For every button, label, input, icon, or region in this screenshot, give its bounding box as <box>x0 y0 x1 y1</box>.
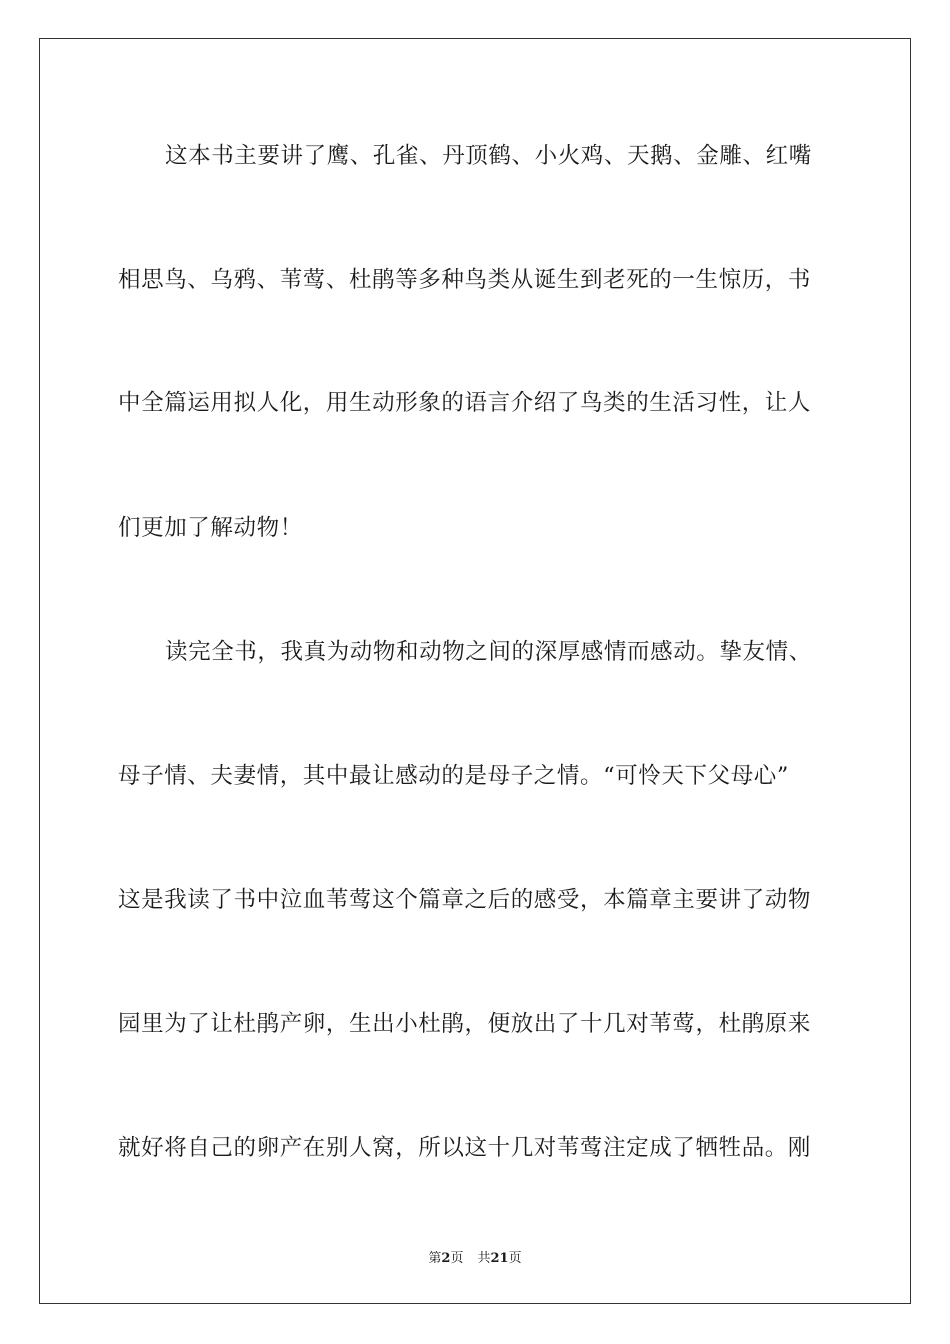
page-prefix: 第 <box>428 1251 442 1266</box>
total-pages: 21 <box>490 1251 509 1266</box>
page-footer <box>0 1247 950 1266</box>
paragraph-2-line-1: 读完全书，我真为动物和动物之间的深厚感情而感动。挚友情、 <box>165 639 812 665</box>
paragraph-1-line-1: 这本书主要讲了鹰、孔雀、丹顶鹤、小火鸡、天鹅、金雕、红嘴 <box>165 143 812 169</box>
total-prefix: 共 <box>477 1251 491 1266</box>
page-number: 2 <box>441 1251 451 1266</box>
paragraph-1-line-2: 相思鸟、乌鸦、苇莺、杜鹃等多种鸟类从诞生到老死的一生惊历，书 <box>118 267 812 293</box>
paragraph-2-line-2: 母子情、夫妻情，其中最让感动的是母子之情。“可怜天下父母心” <box>118 763 790 789</box>
total-suffix: 页 <box>508 1251 522 1266</box>
paragraph-1-line-4: 们更加了解动物！ <box>118 515 303 541</box>
paragraph-2-line-5: 就好将自己的卵产在别人窝，所以这十几对苇莺注定成了牺牲品。刚 <box>118 1135 812 1161</box>
document-body <box>118 0 832 1240</box>
paragraph-2-line-4: 园里为了让杜鹃产卵，生出小杜鹃，便放出了十几对苇莺，杜鹃原来 <box>118 1011 812 1037</box>
paragraph-1-line-3: 中全篇运用拟人化，用生动形象的语言介绍了鸟类的生活习性，让人 <box>118 390 812 416</box>
page-suffix: 页 <box>450 1251 464 1266</box>
paragraph-2-line-3: 这是我读了书中泣血苇莺这个篇章之后的感受，本篇章主要讲了动物 <box>118 887 812 913</box>
